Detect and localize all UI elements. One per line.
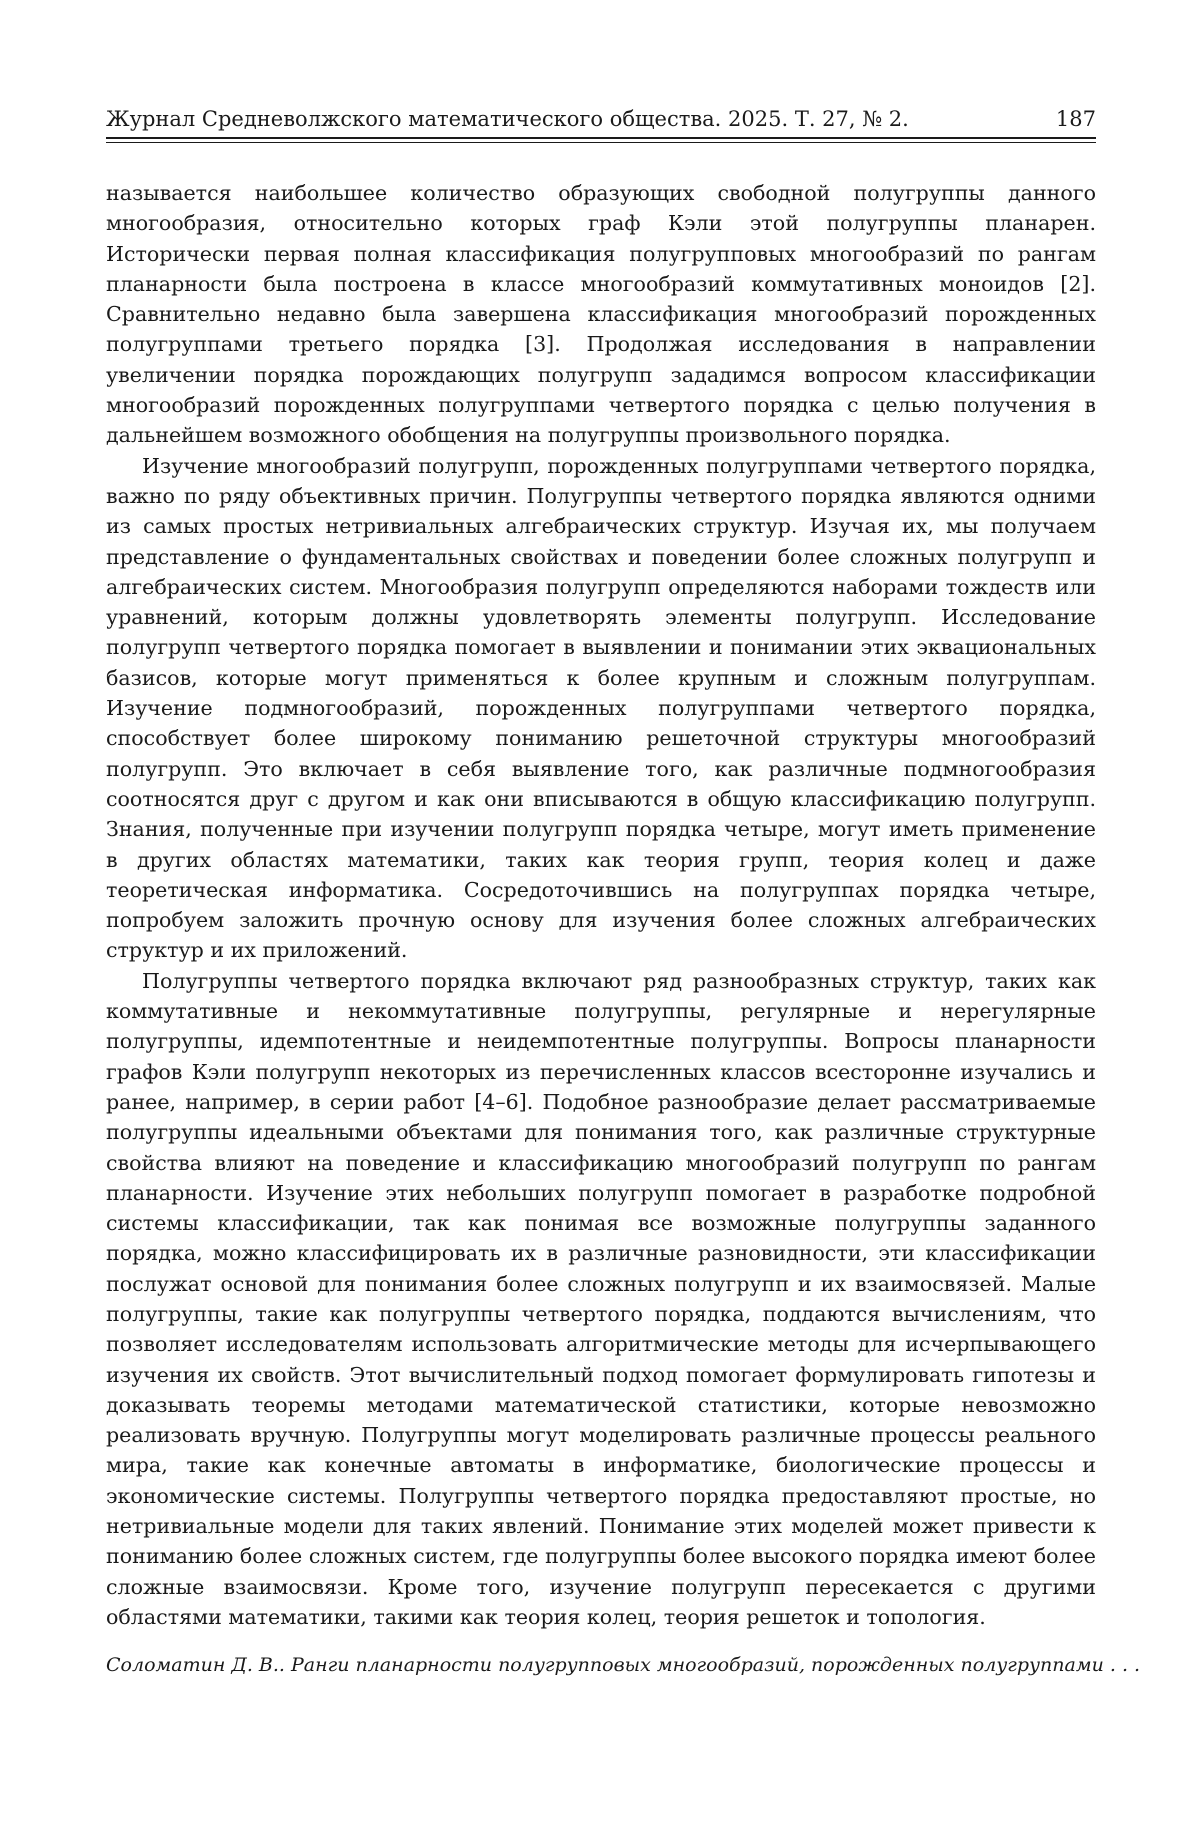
paragraph-continuation: называется наибольшее количество образующих свободной полугруппы данного многообразия, относительно которых граф Кэли этой полугруппы планарен. Исторически первая полная классификация полугрупповых многообразий по рангам планарности была построена в классе многообразий коммутативных моноидов [2]. Сравнительно недавно была завершена классификация многообразий порожденных полугруппами третьего порядка [3]. Продолжая исследования в направлении увеличении порядка порождающих полугрупп зададимся вопросом классификации многообразий порожденных полугруппами четвертого порядка с целью получения в дальнейшем возможного обобщения на полугруппы произвольного порядка. — [106, 181, 1096, 448]
paragraph: Полугруппы четвертого порядка включают ряд разнообразных структур, таких как коммутативные и некоммутативные полугруппы, регулярные и нерегулярные полугруппы, идемпотентные и неидемпотентные полугруппы. Вопросы планарности графов Кэли полугрупп некоторых из перечисленных классов всесторонне изучались и ранее, например, в серии работ [4–6]. Подобное разнообразие делает рассматриваемые полугруппы идеальными объектами для понимания того, как различные структурные свойства влияют на поведение и классификацию многообразий полугрупп по рангам планарности. Изучение этих небольших полугрупп помогает в разработке подробной системы классификации, так как понимая все возможные полугруппы заданного порядка, можно классифицировать их в различные разновидности, эти классификации послужат основой для понимания более сложных полугрупп и их взаимосвязей. Малые полугруппы, такие как полугруппы четвертого порядка, поддаются вычислениям, что позволяет исследователям использовать алгоритмические методы для исчерпывающего изучения их свойств. Этот вычислительный подход помогает формулировать гипотезы и доказывать теоремы методами математической статистики, которые невозможно реализовать вручную. Полугруппы могут моделировать различные процессы реального мира, такие как конечные автоматы в информатике, биологические процессы и экономические системы. Полугруппы четвертого порядка предоставляют простые, но нетривиальные модели для таких явлений. Понимание этих моделей может привести к пониманию более сложных систем, где полугруппы более высокого порядка имеют более сложные взаимосвязи. Кроме того, изучение полугрупп пересекается с другими областями математики, такими как теория колец, теория решеток и топология. — [106, 968, 1096, 1629]
header-rule-thin — [106, 142, 1096, 143]
article-body — [106, 178, 1096, 1632]
running-footer: Соломатин Д. В.. Ранги планарности полугрупповых многообразий, порожденных полугруппами . . . — [106, 1654, 1141, 1676]
running-header — [106, 105, 1096, 133]
paragraph: Изучение многообразий полугрупп, порожденных полугруппами четвертого порядка, важно по ряду объективных причин. Полугруппы четвертого порядка являются одними из самых простых нетривиальных алгебраических структур. Изучая их, мы получаем представление о фундаментальных свойствах и поведении более сложных полугрупп и алгебраических систем. Многообразия полугрупп определяются наборами тождеств или уравнений, которым должны удовлетворять элементы полугрупп. Исследование полугрупп четвертого порядка помогает в выявлении и понимании этих эквациональных базисов, которые могут применяться к более крупным и сложным полугруппам. Изучение подмногообразий, порожденных полугруппами четвертого порядка, способствует более широкому пониманию решеточной структуры многообразий полугрупп. Это включает в себя выявление того, как различные подмногообразия соотносятся друг с другом и как они вписываются в общую классификацию полугрупп. Знания, полученные при изучении полугрупп порядка четыре, могут иметь применение в других областях математики, таких как теория групп, теория колец и даже теоретическая информатика. Сосредоточившись на полугруппах порядка четыре, попробуем заложить прочную основу для изучения более сложных алгебраических структур и их приложений. — [106, 453, 1096, 963]
header-rule-thick — [106, 137, 1096, 139]
journal-title: Журнал Средневолжского математического общества. 2025. Т. 27, № 2. — [106, 107, 909, 131]
page-number: 187 — [1055, 107, 1096, 131]
